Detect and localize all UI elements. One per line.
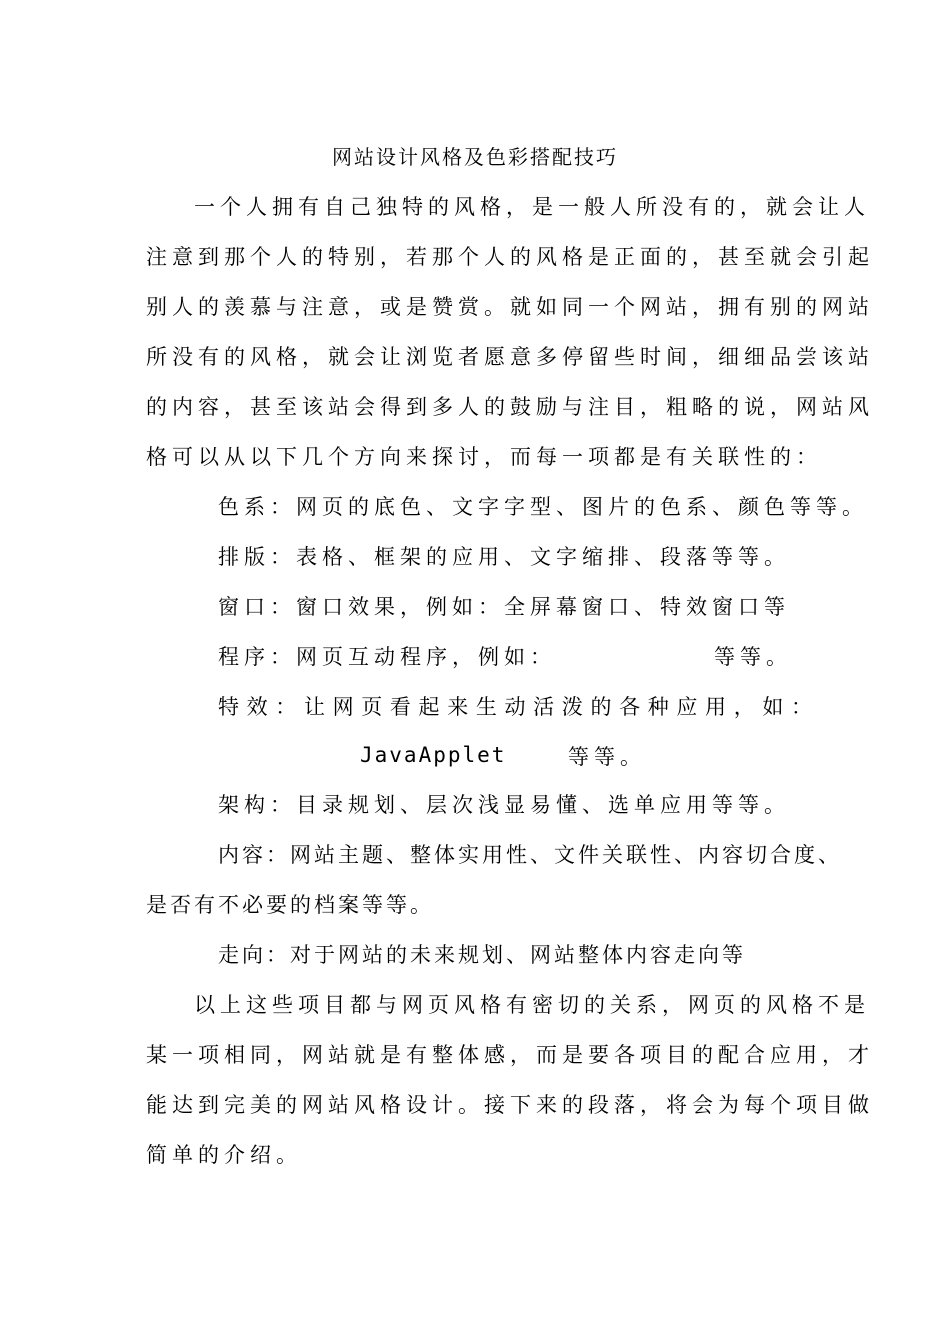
intro-line-4: 所没有的风格，就会让浏览者愿意多停留些时间，细细品尝该站 [146, 345, 874, 369]
intro-line-3: 别人的羡慕与注意，或是赞赏。就如同一个网站，拥有别的网站 [146, 295, 874, 319]
intro-line-2: 注意到那个人的特别，若那个人的风格是正面的，甚至就会引起 [146, 245, 874, 269]
document-title: 网站设计风格及色彩搭配技巧 [332, 145, 618, 169]
closing-line-3: 能达到完美的网站风格设计。接下来的段落，将会为每个项目做 [146, 1093, 874, 1117]
item-content-line-2: 是否有不必要的档案等等。 [146, 893, 434, 917]
item-program-suffix: 等等。 [714, 645, 792, 669]
item-effects-java: JavaApplet [360, 743, 507, 767]
intro-line-6: 格可以从以下几个方向来探讨，而每一项都是有关联性的： [146, 445, 822, 469]
closing-line-2: 某一项相同，网站就是有整体感，而是要各项目的配合应用，才 [146, 1043, 874, 1067]
closing-line-1: 以上这些项目都与网页风格有密切的关系，网页的风格不是 [194, 993, 870, 1017]
intro-line-5: 的内容，甚至该站会得到多人的鼓励与注目，粗略的说，网站风 [146, 395, 874, 419]
intro-line-1: 一个人拥有自己独特的风格，是一般人所没有的，就会让人 [194, 195, 870, 219]
item-effects: 特效：让网页看起来生动活泼的各种应用，如： [218, 695, 818, 719]
item-structure: 架构：目录规划、层次浅显易懂、选单应用等等。 [218, 793, 790, 817]
item-color: 色系：网页的底色、文字字型、图片的色系、颜色等等。 [218, 495, 868, 519]
item-window: 窗口：窗口效果，例如：全屏幕窗口、特效窗口等 [218, 595, 790, 619]
item-layout: 排版：表格、框架的应用、文字缩排、段落等等。 [218, 545, 790, 569]
item-direction: 走向：对于网站的未来规划、网站整体内容走向等 [218, 943, 746, 967]
item-content-line-1: 内容：网站主题、整体实用性、文件关联性、内容切合度、 [218, 843, 842, 867]
closing-line-4: 简单的介绍。 [146, 1143, 302, 1167]
item-effects-suffix: 等等。 [568, 745, 646, 769]
item-program-prefix: 程序：网页互动程序，例如： [218, 645, 556, 669]
